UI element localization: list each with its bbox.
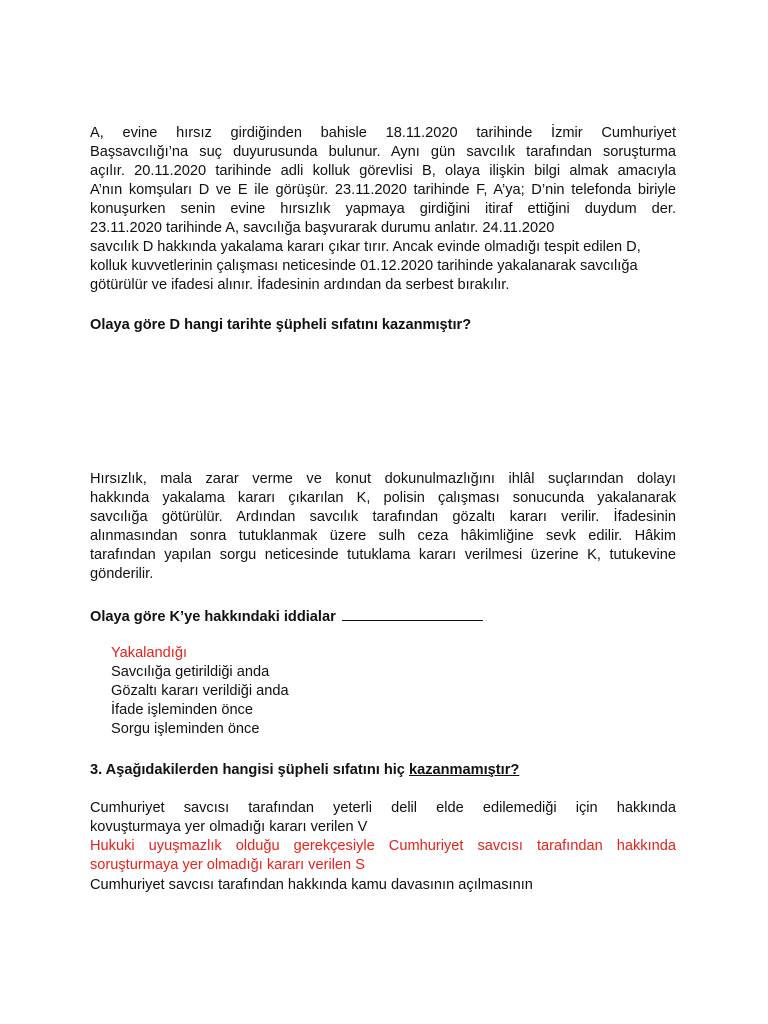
- option-item: Gözaltı kararı verildiği anda: [111, 683, 289, 699]
- option-a-line-2: kovuşturmaya yer olmadığı kararı verilen V: [90, 819, 368, 835]
- option-item: Sorgu işleminden önce: [111, 721, 260, 737]
- section3-question-text: 3. Aşağıdakilerden hangisi şüpheli sıfatını hiç: [90, 762, 405, 778]
- section1-line-7: savcılık D hakkında yakalama kararı çıkar tırır. Ancak evinde olmadığı tespit edilen D,: [90, 239, 641, 255]
- section3-question-underlined: kazanmamıştır?: [409, 762, 520, 778]
- option-item: Savcılığa getirildiği anda: [111, 664, 270, 680]
- section3-option-c: Cumhuriyet savcısı tarafından hakkında kamu davasının açılmasının: [90, 877, 533, 893]
- section1-line-1: A, evine hırsız girdiğinden bahisle 18.11.2020 tarihinde İzmir Cumhuriyet: [90, 125, 676, 141]
- section1-line-6: 23.11.2020 tarihinde A, savcılığa başvurarak durumu anlatır. 24.11.2020: [90, 220, 555, 236]
- section1-line-4: A’nın komşuları D ve E ile görüşür. 23.11.2020 tarihinde F, A’ya; D’nin telefonda biriyle: [90, 182, 676, 198]
- section2-line-6: gönderilir.: [90, 566, 154, 582]
- section2-line-5: tarafından yapılan sorgu neticesinde tutuklama kararı verilmesi üzerine K, tutukevine: [90, 547, 676, 563]
- option-item: İfade işleminden önce: [111, 702, 253, 718]
- section2-line-2: hakkında yakalama kararı çıkarılan K, polisin çalışması sonucunda yakalanarak: [90, 490, 676, 506]
- section2-question-text: Olaya göre K’ye hakkındaki iddialar: [90, 609, 336, 625]
- option-b-line-1: Hukuki uyuşmazlık olduğu gerekçesiyle Cumhuriyet savcısı tarafından hakkında: [90, 838, 676, 854]
- section1-line-8: kolluk kuvvetlerinin çalışması neticesinde 01.12.2020 tarihinde yakalanarak savcılığa: [90, 258, 638, 274]
- option-a-line-1: Cumhuriyet savcısı tarafından yeterli delil elde edilemediği için hakkında: [90, 800, 676, 816]
- section1-line-5: konuşurken senin evine hırsızlık yapmaya girdiğini itiraf ettiğini duydum der.: [90, 201, 676, 217]
- section1-line-2: Başsavcılığı’na suç duyurusunda bulunur. Aynı gün savcılık tarafından soruşturma: [90, 144, 676, 160]
- option-item-highlighted: Yakalandığı: [111, 645, 187, 661]
- section1-line-3: açılır. 20.11.2020 tarihinde adli kolluk görevlisi B, olaya ilişkin bilgi almak amacıyla: [90, 163, 676, 179]
- option-b-line-2: soruşturmaya yer olmadığı kararı verilen S: [90, 857, 365, 873]
- section2-line-4: alınmasından sonra tutuklanmak üzere sulh ceza hâkimliğine sevk edilir. Hâkim: [90, 528, 676, 544]
- section1-line-9: götürülür ve ifadesi alınır. İfadesinin ardından da serbest bırakılır.: [90, 277, 510, 293]
- section1-question: Olaya göre D hangi tarihte şüpheli sıfatını kazanmıştır?: [90, 317, 472, 333]
- section2-line-3: savcılığa götürülür. Ardından savcılık tarafından gözaltı kararı verilir. İfadesinin: [90, 509, 676, 525]
- answer-blank: [342, 606, 483, 621]
- section3-question: [90, 761, 519, 780]
- section2-line-1: Hırsızlık, mala zarar verme ve konut dokunulmazlığını ihlâl suçlarından dolayı: [90, 471, 676, 487]
- section2-question: [90, 606, 483, 627]
